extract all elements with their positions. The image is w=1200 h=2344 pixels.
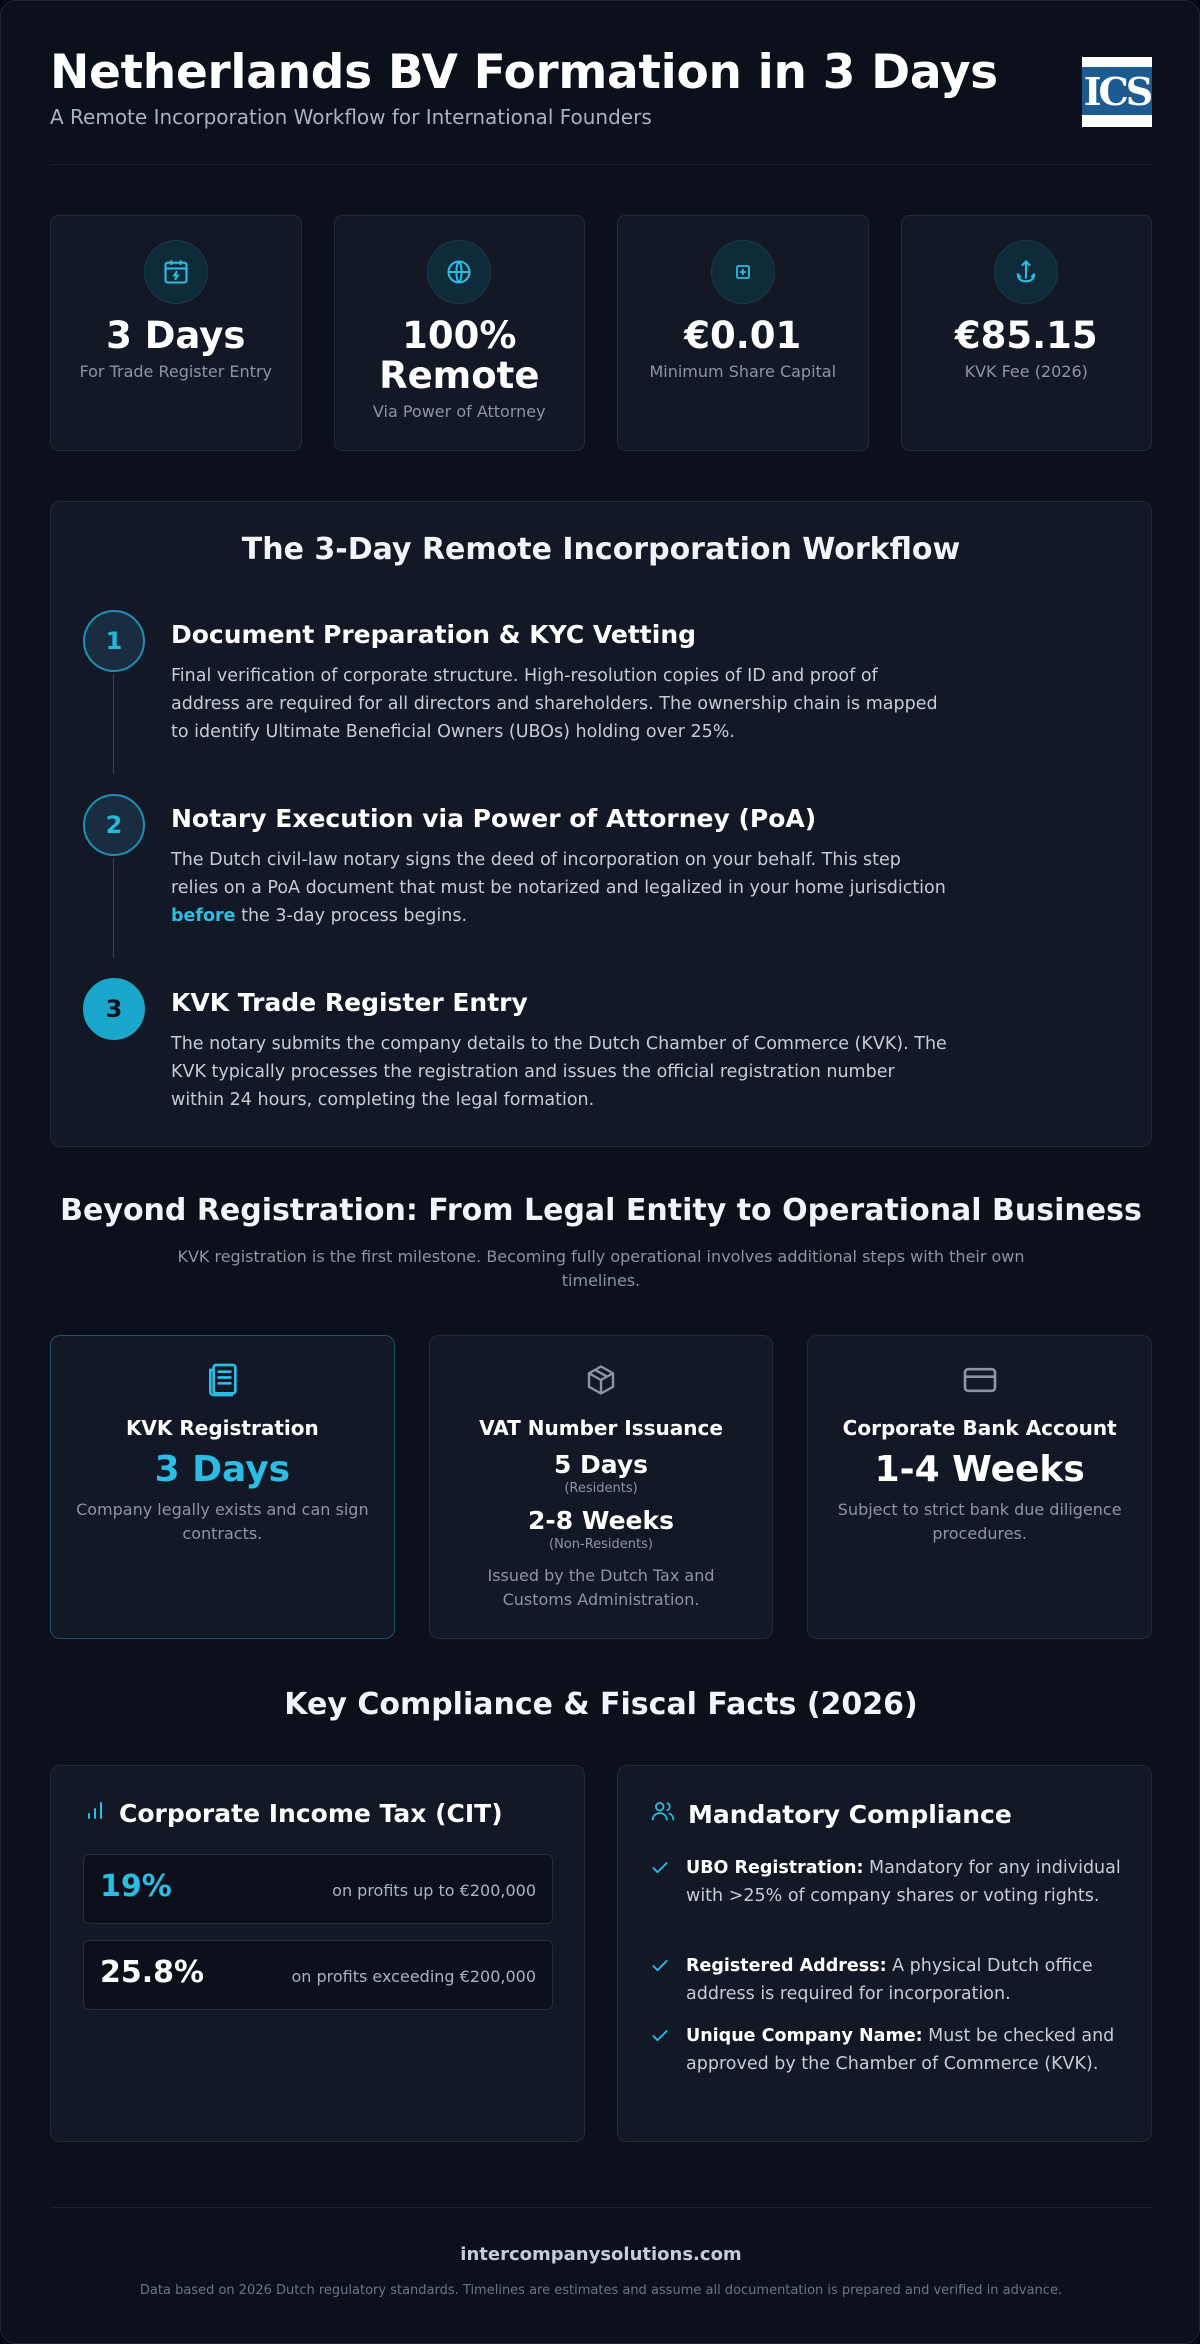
euro-square-icon [711, 240, 775, 304]
tax-description: on profits up to €200,000 [332, 1881, 536, 1900]
page-title: Netherlands BV Formation in 3 Days [50, 45, 998, 100]
milestone-card-vat [429, 1335, 774, 1639]
footer-site-link[interactable]: intercompanysolutions.com [460, 2244, 742, 2265]
step-number: 2 [83, 794, 145, 856]
card-value: 3 Days [154, 1449, 291, 1490]
card-title: Corporate Bank Account [842, 1416, 1117, 1440]
footer-note: Data based on 2026 Dutch regulatory standards. Timelines are estimates and assume all documentation is prepared and verified in advance. [139, 2283, 1063, 2298]
stat-card-days [50, 215, 302, 451]
stat-value: €0.01 [684, 314, 802, 357]
check-icon [650, 1858, 670, 1887]
workflow-panel [50, 501, 1152, 1147]
bar-chart-icon [83, 1798, 107, 1828]
page-subtitle: A Remote Incorporation Workflow for International Founders [50, 105, 652, 129]
vat-nonresidents-note: (Non-Residents) [549, 1537, 653, 1552]
hand-coin-icon [994, 240, 1058, 304]
compliance-item-text: Must be checked and approved by the Chamber of Commerce (KVK). [686, 2026, 1115, 2074]
calendar-icon [144, 240, 208, 304]
tax-row-standard [83, 1854, 553, 1924]
card-description: Company legally exists and can sign contracts. [76, 1500, 369, 1543]
stats-row [50, 215, 1152, 451]
step-title: KVK Trade Register Entry [171, 988, 528, 1017]
footer [50, 2207, 1152, 2298]
step-title: Notary Execution via Power of Attorney (PoA) [171, 804, 817, 833]
milestone-card-kvk [50, 1335, 395, 1639]
step-description-text: the 3-day process begins. [235, 906, 468, 926]
compliance-title: Key Compliance & Fiscal Facts (2026) [284, 1687, 918, 1722]
check-icon [650, 1956, 670, 1985]
check-icon [650, 2026, 670, 2055]
step-number: 3 [83, 978, 145, 1040]
tax-rate: 25.8% [100, 1955, 205, 1990]
users-icon [650, 1798, 676, 1830]
compliance-item-text: A physical Dutch office address is required for incorporation. [686, 1956, 1093, 2004]
vat-residents-value: 5 Days [553, 1450, 649, 1479]
beyond-title: Beyond Registration: From Legal Entity to Operational Business [60, 1193, 1142, 1228]
step-connector [113, 674, 114, 774]
step-description: Final verification of corporate structure. High-resolution copies of ID and proof of address are required for all directors and shareholders. The ownership chain is mapped to identify Ultimate Beneficial Owners (UBOs) holding over 25%. [171, 666, 938, 742]
stat-card-fee [901, 215, 1153, 451]
card-title: KVK Registration [125, 1416, 319, 1440]
step-description: The notary submits the company details to the Dutch Chamber of Commerce (KVK). The KVK typically processes the registration and issues the official registration number within 24 hours, completing the legal formation. [171, 1034, 947, 1110]
credit-card-icon [808, 1360, 1151, 1400]
cit-panel [50, 1765, 585, 2142]
stat-label: Via Power of Attorney [372, 402, 546, 421]
card-value: 1-4 Weeks [874, 1449, 1085, 1490]
tax-description: on profits exceeding €200,000 [291, 1967, 536, 1986]
compliance-item [650, 1952, 1130, 2008]
stat-value: €85.15 [954, 314, 1098, 357]
card-description: Subject to strict bank due diligence procedures. [837, 1500, 1122, 1543]
step-connector [113, 858, 114, 958]
beyond-subtitle: KVK registration is the first milestone. Becoming fully operational involves additional steps with their own timelines. [177, 1247, 1025, 1290]
card-description: Issued by the Dutch Tax and Customs Administration. [487, 1566, 715, 1609]
register-icon [51, 1360, 394, 1400]
company-logo[interactable] [1082, 57, 1152, 127]
mandatory-title: Mandatory Compliance [688, 1799, 1012, 1829]
stat-label: KVK Fee (2026) [964, 362, 1088, 381]
stat-value: 3 Days [106, 314, 246, 357]
milestone-cards [50, 1335, 1152, 1639]
mandatory-header [650, 1798, 1012, 1830]
card-title: VAT Number Issuance [479, 1416, 723, 1440]
compliance-item-label: Unique Company Name: [686, 2026, 923, 2046]
compliance-item-label: Registered Address: [686, 1956, 887, 1976]
compliance-item [650, 2022, 1130, 2078]
cit-title: Corporate Income Tax (CIT) [119, 1798, 503, 1828]
logo-text: ICS [1083, 69, 1151, 114]
milestone-card-bank [807, 1335, 1152, 1639]
cit-header [83, 1798, 503, 1828]
step-title: Document Preparation & KYC Vetting [171, 620, 697, 649]
vat-nonresidents-value: 2-8 Weeks [528, 1506, 674, 1535]
step-description-text: The Dutch civil-law notary signs the deed of incorporation on your behalf. This step relies on a PoA document that must be notarized and legalized in your home jurisdiction [171, 850, 946, 898]
step-number: 1 [83, 610, 145, 672]
globe-icon [427, 240, 491, 304]
stat-card-remote [334, 215, 586, 451]
stat-label: For Trade Register Entry [79, 362, 272, 381]
tax-rate: 19% [100, 1869, 172, 1904]
box-icon [430, 1360, 773, 1400]
step-description [171, 846, 951, 930]
compliance-item [650, 1854, 1130, 1910]
stat-card-capital [617, 215, 869, 451]
header [50, 45, 1152, 165]
mandatory-panel [617, 1765, 1152, 2142]
stat-label: Minimum Share Capital [649, 362, 837, 381]
vat-residents-note: (Residents) [564, 1481, 638, 1496]
step-description-emphasis: before [171, 906, 236, 926]
stat-value: 100% Remote [379, 314, 540, 397]
compliance-item-label: UBO Registration: [686, 1858, 864, 1878]
compliance-item-text: Mandatory for any individual with >25% of company shares or voting rights. [686, 1858, 1121, 1906]
tax-row-high [83, 1940, 553, 2010]
workflow-title: The 3-Day Remote Incorporation Workflow [241, 532, 961, 567]
